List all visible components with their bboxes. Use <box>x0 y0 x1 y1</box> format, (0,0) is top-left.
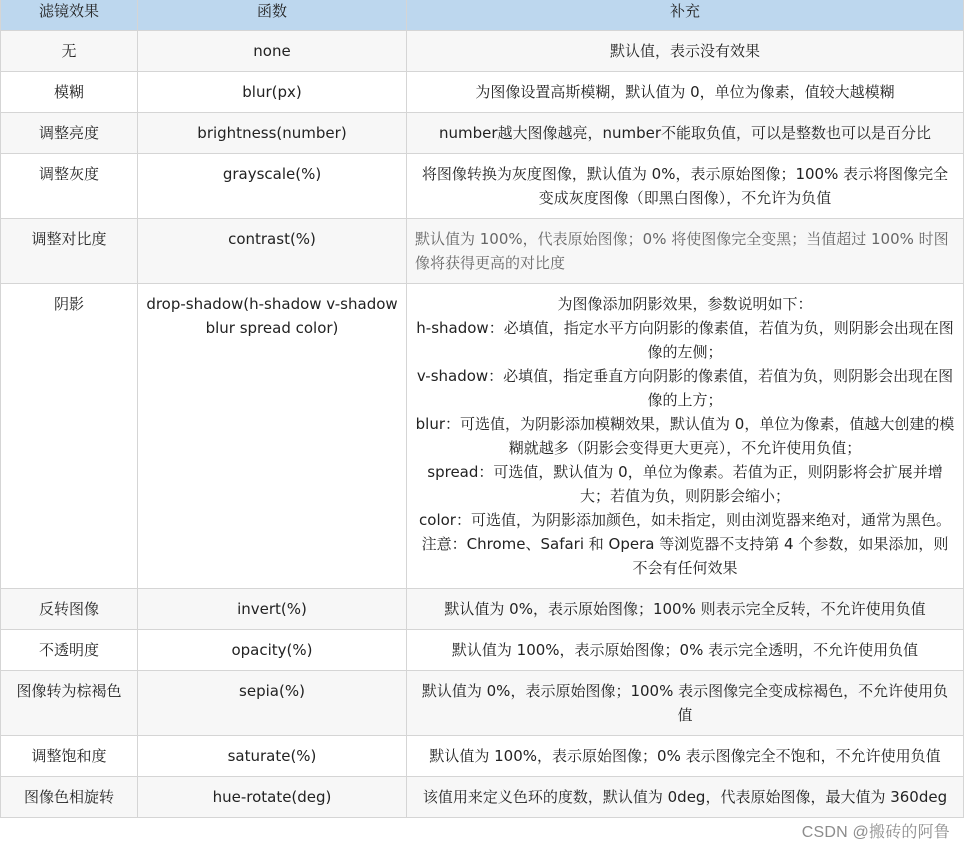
cell-effect: 图像色相旋转 <box>1 777 138 818</box>
cell-notes <box>407 31 964 72</box>
cell-function: grayscale(%) <box>138 154 407 219</box>
cell-notes <box>407 736 964 777</box>
cell-function: saturate(%) <box>138 736 407 777</box>
cell-effect: 调整亮度 <box>1 113 138 154</box>
cell-notes <box>407 284 964 589</box>
cell-function: drop-shadow(h-shadow v-shadow blur spread color) <box>138 284 407 589</box>
cell-effect: 调整灰度 <box>1 154 138 219</box>
notes-line: 默认值为 100%，表示原始图像；0% 表示图像完全不饱和，不允许使用负值 <box>429 747 941 765</box>
notes-line: blur：可选值，为阴影添加模糊效果，默认值为 0，单位为像素，值越大创建的模糊就越多（阴影会变得更大更亮），不允许使用负值； <box>415 415 955 457</box>
notes-line: 该值用来定义色环的度数，默认值为 0deg，代表原始图像，最大值为 360deg <box>422 788 948 806</box>
table-row <box>1 219 964 284</box>
notes-line: 将图像转换为灰度图像，默认值为 0%，表示原始图像；100% 表示将图像完全变成灰度图像（即黑白图像），不允许为负值 <box>421 165 949 207</box>
cell-function: contrast(%) <box>138 219 407 284</box>
cell-function: sepia(%) <box>138 671 407 736</box>
table-row <box>1 630 964 671</box>
cell-notes <box>407 777 964 818</box>
table-row <box>1 589 964 630</box>
table-row <box>1 736 964 777</box>
cell-function: none <box>138 31 407 72</box>
notes-line: 默认值，表示没有效果 <box>609 42 760 60</box>
notes-line: number越大图像越亮，number不能取负值，可以是整数也可以是百分比 <box>438 124 932 142</box>
notes-line: 默认值为 100%，代表原始图像；0% 将使图像完全变黑；当值超过 100% 时图像将获得更高的对比度 <box>415 230 949 272</box>
cell-function: blur(px) <box>138 72 407 113</box>
cell-effect: 调整对比度 <box>1 219 138 284</box>
table-row <box>1 154 964 219</box>
notes-line: h-shadow：必填值，指定水平方向阴影的像素值，若值为负，则阴影会出现在图像的左侧； <box>416 319 954 361</box>
cell-notes <box>407 671 964 736</box>
cell-effect: 无 <box>1 31 138 72</box>
table-row <box>1 31 964 72</box>
cell-function: invert(%) <box>138 589 407 630</box>
cell-notes <box>407 113 964 154</box>
cell-function: brightness(number) <box>138 113 407 154</box>
table-row <box>1 284 964 589</box>
cell-effect: 模糊 <box>1 72 138 113</box>
header-effect: 滤镜效果 <box>1 0 138 31</box>
notes-line: 默认值为 100%，表示原始图像；0% 表示完全透明，不允许使用负值 <box>451 641 919 659</box>
header-notes: 补充 <box>407 0 964 31</box>
header-function: 函数 <box>138 0 407 31</box>
watermark: CSDN @搬砖的阿鲁 <box>801 824 950 841</box>
cell-notes <box>407 72 964 113</box>
notes-line: v-shadow：必填值，指定垂直方向阴影的像素值，若值为负，则阴影会出现在图像的上方； <box>416 367 954 409</box>
cell-effect: 图像转为棕褐色 <box>1 671 138 736</box>
table-body <box>1 31 964 818</box>
notes-line: color：可选值，为阴影添加颜色，如未指定，则由浏览器来绝对，通常为黑色。 <box>419 511 951 529</box>
cell-effect: 不透明度 <box>1 630 138 671</box>
notes-line: 注意：Chrome、Safari 和 Opera 等浏览器不支持第 4 个参数，如果添加，则不会有任何效果 <box>421 535 949 577</box>
notes-line: 为图像添加阴影效果，参数说明如下： <box>557 295 813 313</box>
table-header <box>1 0 964 31</box>
cell-notes <box>407 154 964 219</box>
table-row <box>1 671 964 736</box>
header-row <box>1 0 964 31</box>
notes-line: 默认值为 0%，表示原始图像；100% 则表示完全反转，不允许使用负值 <box>444 600 926 618</box>
notes-line: 为图像设置高斯模糊，默认值为 0，单位为像素，值较大越模糊 <box>475 83 895 101</box>
cell-effect: 反转图像 <box>1 589 138 630</box>
notes-line: spread：可选值，默认值为 0，单位为像素。若值为正，则阴影将会扩展并增大；若值为负，则阴影会缩小； <box>427 463 943 505</box>
cell-effect: 调整饱和度 <box>1 736 138 777</box>
cell-notes <box>407 630 964 671</box>
table-row <box>1 113 964 154</box>
notes-line: 默认值为 0%，表示原始图像；100% 表示图像完全变成棕褐色，不允许使用负值 <box>421 682 949 724</box>
cell-effect: 阴影 <box>1 284 138 589</box>
cell-notes <box>407 219 964 284</box>
table-row <box>1 72 964 113</box>
cell-function: opacity(%) <box>138 630 407 671</box>
cell-notes <box>407 589 964 630</box>
table-row <box>1 777 964 818</box>
cell-function: hue-rotate(deg) <box>138 777 407 818</box>
